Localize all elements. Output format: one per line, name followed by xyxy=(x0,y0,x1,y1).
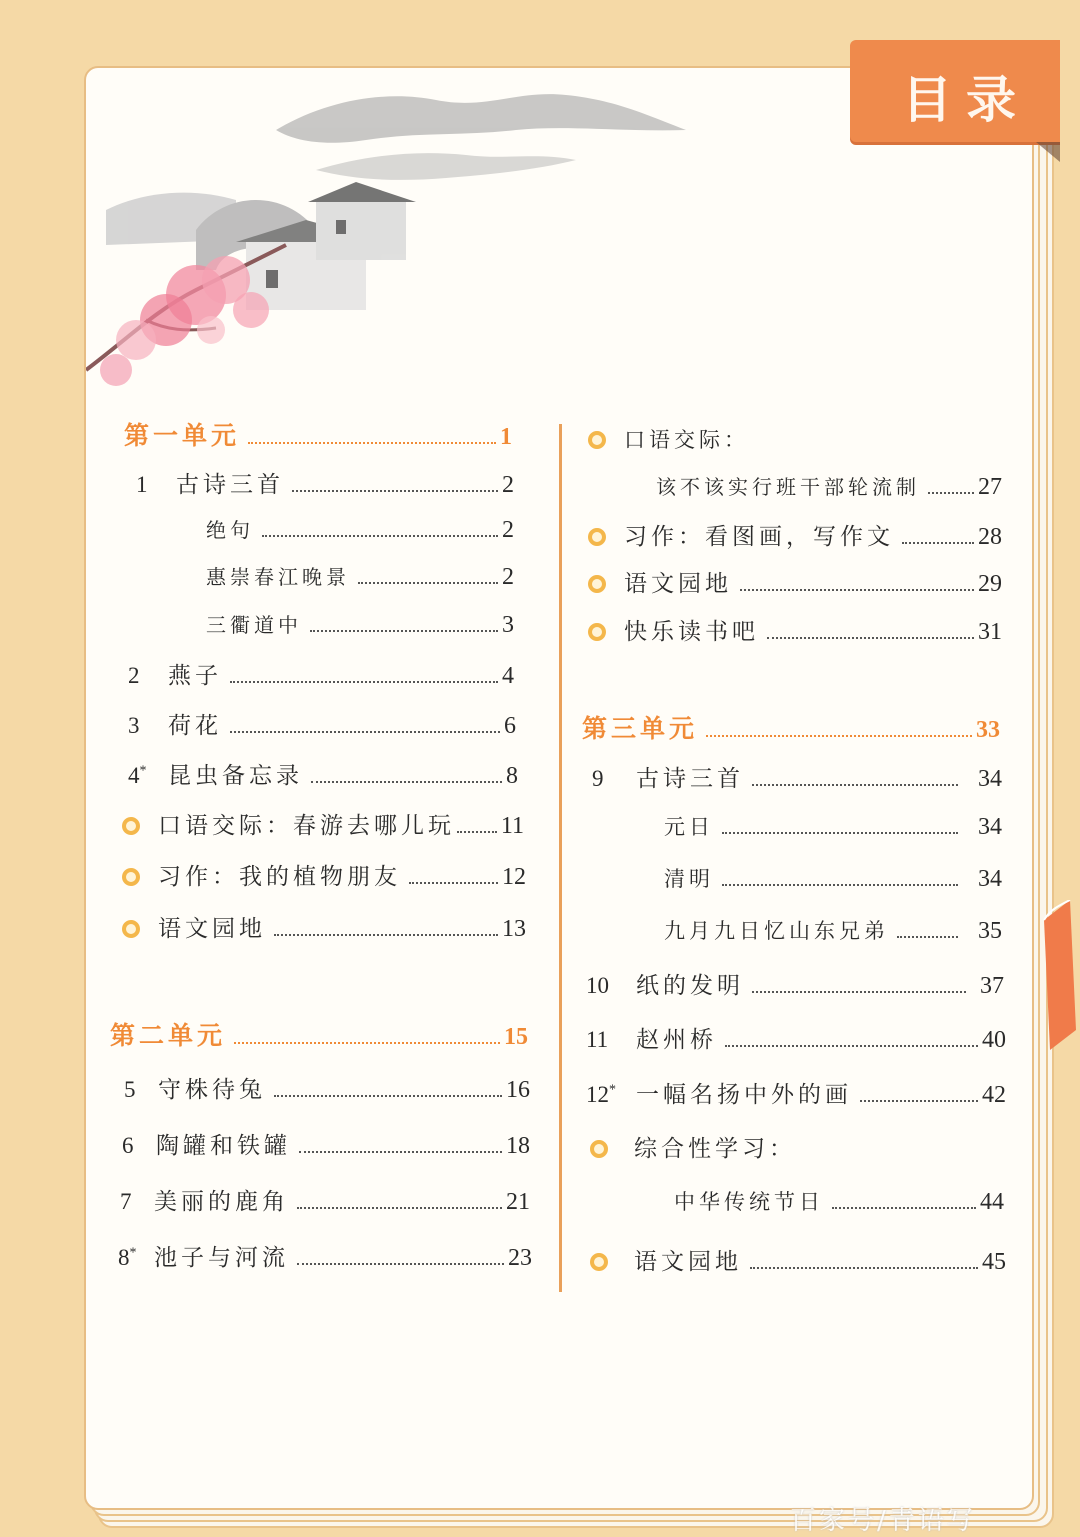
toc-entry[interactable]: 口语交际：春游去哪儿玩 11 xyxy=(122,807,524,840)
toc-entry[interactable]: 6 陶罐和铁罐 18 xyxy=(122,1133,530,1159)
unit-2-heading[interactable]: 第二单元 15 xyxy=(110,1021,528,1050)
toc-entry[interactable]: 1 古诗三首 2 xyxy=(136,472,514,498)
circle-bullet-icon xyxy=(590,1140,608,1158)
toc-title-tab xyxy=(850,40,1060,142)
circle-bullet-icon xyxy=(590,1253,608,1271)
toc-entry[interactable]: 快乐读书吧 31 xyxy=(588,613,1002,646)
toc-entry[interactable]: 4* 昆虫备忘录 8 xyxy=(128,763,518,789)
corner-flap-icon xyxy=(1036,142,1060,170)
toc-subentry[interactable]: 该不该实行班干部轮流制 27 xyxy=(656,474,1002,500)
toc-subentry[interactable]: 惠崇春江晚景 2 xyxy=(206,564,514,590)
toc-entry[interactable]: 口语交际： xyxy=(588,424,1008,454)
circle-bullet-icon xyxy=(122,920,140,938)
toc-subentry[interactable]: 元日 34 xyxy=(664,814,1002,840)
circle-bullet-icon xyxy=(588,431,606,449)
toc-entry[interactable]: 12* 一幅名扬中外的画 42 xyxy=(586,1082,1006,1108)
toc-subentry[interactable]: 中华传统节日 44 xyxy=(674,1189,1004,1215)
unit-1-heading[interactable]: 第一单元 1 xyxy=(124,421,512,450)
toc-entry[interactable]: 8* 池子与河流 23 xyxy=(118,1245,532,1271)
toc-entry[interactable]: 9 古诗三首 34 xyxy=(592,766,1002,792)
circle-bullet-icon xyxy=(588,528,606,546)
toc-entry[interactable]: 3 荷花 6 xyxy=(128,713,516,739)
toc-entry[interactable]: 11 赵州桥 40 xyxy=(586,1027,1006,1053)
toc-subentry[interactable]: 三衢道中 3 xyxy=(206,612,514,638)
toc-entry[interactable]: 综合性学习： xyxy=(590,1130,1006,1163)
circle-bullet-icon xyxy=(122,817,140,835)
toc-entry[interactable]: 习作：我的植物朋友 12 xyxy=(122,858,526,891)
toc-subentry[interactable]: 九月九日忆山东兄弟 35 xyxy=(664,918,1002,944)
toc-subentry[interactable]: 清明 34 xyxy=(664,866,1002,892)
toc-entry[interactable]: 语文园地 45 xyxy=(590,1243,1006,1276)
toc-entry[interactable]: 习作：看图画，写作文 28 xyxy=(588,518,1002,551)
ink-landscape-illustration xyxy=(86,70,706,390)
toc-entry[interactable]: 5 守株待兔 16 xyxy=(124,1077,530,1103)
circle-bullet-icon xyxy=(122,868,140,886)
toc-entry[interactable]: 7 美丽的鹿角 21 xyxy=(120,1189,530,1215)
toc-entry[interactable]: 10 纸的发明 37 xyxy=(586,973,1004,999)
column-divider xyxy=(559,424,562,1292)
circle-bullet-icon xyxy=(588,575,606,593)
toc-title: 目录 xyxy=(902,70,1030,129)
toc-entry[interactable]: 语文园地 29 xyxy=(588,565,1002,598)
bookmark-ribbon-icon xyxy=(1040,900,1080,1050)
unit-3-heading[interactable]: 第三单元 33 xyxy=(582,714,1000,743)
toc-entry[interactable]: 2 燕子 4 xyxy=(128,663,514,689)
toc-entry[interactable]: 语文园地 13 xyxy=(122,910,526,943)
watermark-text: 百家号/青语写 xyxy=(790,1506,976,1536)
circle-bullet-icon xyxy=(588,623,606,641)
toc-subentry[interactable]: 绝句 2 xyxy=(206,517,514,543)
